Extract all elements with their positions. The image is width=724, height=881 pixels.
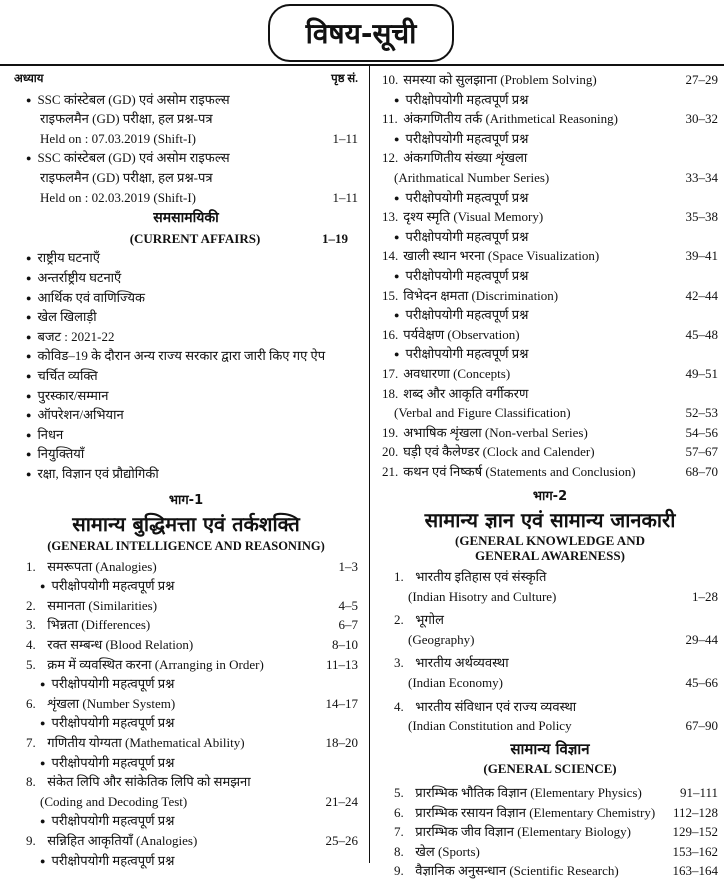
- chapter-page: 112–128: [672, 804, 718, 820]
- chapter-name: रक्त सम्बन्ध (Blood Relation): [47, 637, 194, 653]
- chapter-row: [14, 655, 358, 675]
- current-affairs-item: [14, 366, 358, 386]
- chapter-name: वैज्ञानिक अनुसन्धान (Scientific Research): [415, 863, 619, 879]
- chapter-page: 21–24: [325, 793, 358, 809]
- chapter-row: [382, 423, 718, 443]
- chapter-row: [382, 462, 718, 482]
- chapter-name: पर्यवेक्षण (Observation): [403, 326, 520, 342]
- chapter-page: 14–17: [325, 695, 358, 711]
- chapter-number: 9.: [26, 832, 36, 848]
- left-column: [14, 70, 358, 868]
- chapter-title: [382, 207, 680, 227]
- chapter-name: भूगोल: [415, 612, 444, 628]
- chapter-name: शृंखला (Number System): [47, 695, 176, 711]
- chapter-title: [394, 653, 718, 673]
- part2-label: भाग-2: [532, 489, 568, 505]
- chapter-page: 30–32: [685, 111, 718, 127]
- chapter-row-cont: [382, 587, 718, 607]
- chapter-page: 1–3: [338, 558, 358, 574]
- chapter-row: [14, 733, 358, 753]
- chapter-page: 52–53: [685, 405, 718, 421]
- chapter-title: [26, 557, 333, 577]
- chapter-title: [394, 822, 667, 842]
- chapter-row: [382, 148, 718, 168]
- important-questions-text: ● परीक्षोपयोगी महत्वपूर्ण प्रश्न: [40, 851, 358, 871]
- important-questions-row: [14, 576, 358, 596]
- chapter-title: [26, 635, 326, 655]
- paper-entry: [14, 148, 358, 207]
- chapter-page: 91–111: [679, 785, 718, 800]
- chapter-number: 15.: [382, 287, 399, 303]
- reasoning-chapter-list-continued: [382, 70, 718, 481]
- current-affairs-item: [14, 405, 358, 425]
- paper-line3: Held on : 07.03.2019 (Shift-I): [40, 130, 196, 146]
- science-title-en: (GENERAL SCIENCE): [483, 761, 617, 777]
- chapter-name: अंकगणितीय तर्क (Arithmetical Reasoning): [403, 111, 618, 127]
- chapter-number: 11.: [382, 111, 398, 127]
- chapter-name: संकेत लिपि और सांकेतिक लिपि को समझना: [47, 774, 251, 790]
- chapter-name: प्रारम्भिक रसायन विज्ञान (Elementary Chemistry): [415, 804, 656, 820]
- chapter-row: [382, 697, 718, 717]
- chapter-row: [382, 610, 718, 630]
- chapter-row: [14, 831, 358, 851]
- paper-entry: [14, 90, 358, 149]
- chapter-row: [382, 384, 718, 404]
- current-affairs-item-text: ● नियुक्तियाँ: [26, 444, 358, 464]
- chapter-name: प्रारम्भिक भौतिक विज्ञान (Elementary Physics): [415, 785, 642, 800]
- chapter-row: [382, 70, 718, 90]
- chapter-name: दृश्य स्मृति (Visual Memory): [403, 209, 544, 225]
- chapter-name-en: (Indian Hisotry and Culture): [408, 588, 557, 604]
- part2-title-en2: GENERAL AWARENESS): [475, 548, 625, 564]
- chapter-title: [394, 610, 718, 630]
- chapter-number: 17.: [382, 365, 399, 381]
- science-title-hi: सामान्य विज्ञान: [510, 739, 590, 758]
- chapter-number: 13.: [382, 209, 399, 225]
- chapter-row: [382, 861, 718, 881]
- chapter-title: [382, 384, 718, 404]
- paper-line2: राइफलमैन (GD) परीक्षा, हल प्रश्न-पत्र: [40, 111, 213, 127]
- important-questions-row: [382, 344, 718, 364]
- chapter-title: [26, 615, 333, 635]
- chapter-row: [382, 286, 718, 306]
- chapter-page: 33–34: [685, 169, 718, 185]
- current-affairs-item-text: ● राष्ट्रीय घटनाएँ: [26, 248, 358, 268]
- important-questions-text: ● परीक्षोपयोगी महत्वपूर्ण प्रश्न: [40, 576, 358, 596]
- toc-header: [14, 70, 358, 90]
- chapter-name: अंकगणितीय संख्या शृंखला: [403, 150, 528, 166]
- important-questions-row: [14, 851, 358, 871]
- chapter-header: अध्याय: [14, 73, 44, 85]
- chapter-name: विभेदन क्षमता (Discrimination): [403, 287, 559, 303]
- chapter-name: कथन एवं निष्कर्ष (Statements and Conclusion): [403, 463, 636, 479]
- chapter-number: 9.: [394, 863, 404, 879]
- chapter-title: [382, 70, 680, 90]
- chapter-name: समस्या को सुलझाना (Problem Solving): [403, 72, 597, 87]
- current-affairs-item-text: ● ऑपरेशन/अभियान: [26, 405, 358, 425]
- chapter-page: 49–51: [685, 365, 718, 381]
- chapter-number: 4.: [26, 637, 36, 653]
- chapter-name: घड़ी एवं कैलेण्डर (Clock and Calender): [403, 444, 595, 460]
- current-affairs-item: [14, 346, 358, 366]
- chapter-page: 27–29: [685, 72, 718, 87]
- chapter-title: [382, 109, 680, 129]
- current-affairs-item-text: ● कोविड–19 के दौरान अन्य राज्य सरकार द्वारा जारी किए गए ऐप: [26, 346, 358, 366]
- chapter-title: [382, 246, 680, 266]
- chapter-row: [14, 615, 358, 635]
- science-chapter-list: [382, 783, 718, 881]
- chapter-title: [394, 783, 674, 803]
- chapter-name: खेल (Sports): [415, 843, 480, 859]
- chapter-row: [382, 842, 718, 862]
- chapter-row: [14, 635, 358, 655]
- current-affairs-item-text: ● आर्थिक एवं वाणिज्यिक: [26, 288, 358, 308]
- chapter-name-en: (Coding and Decoding Test): [40, 793, 188, 809]
- chapter-page: 4–5: [338, 597, 358, 613]
- chapter-title: [394, 697, 718, 717]
- chapter-row: [382, 364, 718, 384]
- chapter-name: भिन्नता (Differences): [47, 617, 151, 633]
- chapter-row: [382, 803, 718, 823]
- chapter-row: [382, 325, 718, 345]
- chapter-page: 153–162: [672, 843, 718, 859]
- title-rule: [0, 64, 724, 66]
- current-affairs-item-text: ● बजट : 2021-22: [26, 327, 358, 347]
- chapter-name: समानता (Similarities): [47, 597, 158, 613]
- chapter-title: [382, 286, 680, 306]
- chapter-name: क्रम में व्यवस्थित करना (Arranging in Order): [47, 656, 264, 672]
- paper-line1: ● SSC कांस्टेबल (GD) एवं असोम राइफल्स: [26, 90, 358, 110]
- chapter-page: 8–10: [332, 637, 358, 653]
- chapter-row: [14, 694, 358, 714]
- chapter-number: 19.: [382, 424, 399, 440]
- chapter-number: 6.: [26, 695, 36, 711]
- chapter-title: [26, 655, 320, 675]
- chapter-title: [26, 596, 333, 616]
- chapter-title: [394, 567, 718, 587]
- chapter-name: समरूपता (Analogies): [47, 558, 157, 574]
- chapter-title: [382, 462, 680, 482]
- important-questions-row: [382, 188, 718, 208]
- chapter-row: [382, 567, 718, 587]
- current-affairs-item: [14, 386, 358, 406]
- part1-title-en: (GENERAL INTELLIGENCE AND REASONING): [47, 539, 325, 554]
- chapter-number: 3.: [394, 655, 404, 671]
- chapter-page: 45–66: [685, 675, 718, 691]
- page-title: विषय-सूची: [268, 4, 454, 62]
- chapter-name: सन्निहित आकृतियाँ (Analogies): [47, 832, 198, 848]
- current-affairs-item: [14, 327, 358, 347]
- current-affairs-page: 1–19: [322, 230, 348, 246]
- chapter-row-cont: [382, 403, 718, 423]
- chapter-title: [382, 442, 680, 462]
- chapter-name: प्रारम्भिक जीव विज्ञान (Elementary Biology): [415, 824, 631, 840]
- part1-label: भाग-1: [168, 493, 204, 509]
- chapter-row: [382, 783, 718, 803]
- part2-title-en1: (GENERAL KNOWLEDGE AND: [455, 533, 645, 549]
- part1-chapter-list: [14, 557, 358, 871]
- chapter-number: 12.: [382, 150, 399, 166]
- chapter-name: अभाषिक शृंखला (Non-verbal Series): [403, 424, 588, 440]
- right-column: [382, 70, 718, 879]
- paper-line3: Held on : 02.03.2019 (Shift-I): [40, 189, 196, 205]
- chapter-name: गणितीय योग्यता (Mathematical Ability): [47, 735, 245, 750]
- chapter-title: [382, 148, 718, 168]
- current-affairs-item-text: ● पुरस्कार/सम्मान: [26, 386, 358, 406]
- chapter-number: 6.: [394, 804, 404, 820]
- important-questions-text: ● परीक्षोपयोगी महत्वपूर्ण प्रश्न: [394, 90, 718, 110]
- chapter-number: 5.: [394, 785, 404, 800]
- chapter-name: खाली स्थान भरना (Space Visualization): [403, 248, 600, 264]
- chapter-row: [382, 109, 718, 129]
- chapter-page: 29–44: [685, 631, 718, 647]
- important-questions-text: ● परीक्षोपयोगी महत्वपूर्ण प्रश्न: [40, 811, 358, 831]
- important-questions-row: [14, 674, 358, 694]
- chapter-name: अवधारणा (Concepts): [403, 365, 511, 381]
- current-affairs-item-text: ● अन्तर्राष्ट्रीय घटनाएँ: [26, 268, 358, 288]
- important-questions-row: [382, 227, 718, 247]
- chapter-number: 14.: [382, 248, 399, 264]
- chapter-name-en: (Arithmatical Number Series): [394, 169, 550, 185]
- paper-page: 1–11: [332, 130, 358, 146]
- chapter-row: [382, 207, 718, 227]
- important-questions-text: ● परीक्षोपयोगी महत्वपूर्ण प्रश्न: [40, 674, 358, 694]
- important-questions-text: ● परीक्षोपयोगी महत्वपूर्ण प्रश्न: [394, 188, 718, 208]
- chapter-row-cont: [14, 792, 358, 812]
- chapter-title: [382, 423, 680, 443]
- chapter-title: [382, 325, 680, 345]
- current-affairs-item: [14, 425, 358, 445]
- important-questions-text: ● परीक्षोपयोगी महत्वपूर्ण प्रश्न: [40, 713, 358, 733]
- chapter-name: शब्द और आकृति वर्गीकरण: [403, 385, 529, 401]
- chapter-name-en: (Indian Constitution and Policy: [408, 718, 572, 734]
- chapter-number: 16.: [382, 326, 399, 342]
- chapter-row: [14, 772, 358, 792]
- important-questions-row: [382, 266, 718, 286]
- chapter-page: 163–164: [672, 863, 718, 879]
- chapter-page: 42–44: [685, 287, 718, 303]
- important-questions-text: ● परीक्षोपयोगी महत्वपूर्ण प्रश्न: [394, 266, 718, 286]
- chapter-number: 2.: [394, 612, 404, 628]
- chapter-title: [394, 861, 667, 881]
- chapter-page: 54–56: [685, 424, 718, 440]
- current-affairs-item: [14, 268, 358, 288]
- important-questions-row: [14, 811, 358, 831]
- chapter-name: भारतीय इतिहास एवं संस्कृति: [415, 569, 547, 585]
- important-questions-text: ● परीक्षोपयोगी महत्वपूर्ण प्रश्न: [394, 305, 718, 325]
- chapter-number: 18.: [382, 385, 399, 401]
- paper-line2: राइफलमैन (GD) परीक्षा, हल प्रश्न-पत्र: [40, 169, 213, 185]
- chapter-name-en: (Indian Economy): [408, 675, 503, 691]
- chapter-row-cont: [382, 168, 718, 188]
- chapter-number: 3.: [26, 617, 36, 633]
- current-affairs-item: [14, 444, 358, 464]
- chapter-page: 67–90: [685, 718, 718, 734]
- current-affairs-title-en: (CURRENT AFFAIRS): [129, 230, 261, 246]
- part2-chapter-list: [382, 567, 718, 736]
- chapter-title: [382, 364, 680, 384]
- chapter-row: [382, 246, 718, 266]
- important-questions-row: [382, 305, 718, 325]
- important-questions-row: [14, 753, 358, 773]
- chapter-page: 1–28: [692, 588, 718, 604]
- current-affairs-title-hi: समसामयिकी: [153, 211, 219, 227]
- chapter-number: 1.: [26, 558, 36, 574]
- chapter-name: भारतीय अर्थव्यवस्था: [415, 655, 509, 671]
- chapter-page: 6–7: [338, 617, 358, 633]
- page-header: पृष्ठ सं.: [331, 73, 358, 85]
- paper-page: 1–11: [332, 189, 358, 205]
- chapter-page: 35–38: [685, 209, 718, 225]
- chapter-row: [14, 596, 358, 616]
- important-questions-text: ● परीक्षोपयोगी महत्वपूर्ण प्रश्न: [394, 227, 718, 247]
- important-questions-text: ● परीक्षोपयोगी महत्वपूर्ण प्रश्न: [394, 344, 718, 364]
- current-affairs-item: [14, 288, 358, 308]
- chapter-page: 11–13: [325, 656, 358, 672]
- part2-title-hi: सामान्य ज्ञान एवं सामान्य जानकारी: [424, 508, 676, 533]
- chapter-page: 57–67: [685, 444, 718, 460]
- chapter-title: [394, 842, 667, 862]
- chapter-page: 129–152: [672, 824, 718, 840]
- chapter-number: 1.: [394, 569, 404, 585]
- chapter-title: [26, 733, 320, 753]
- current-affairs-item-text: ● चर्चित व्यक्ति: [26, 366, 358, 386]
- chapter-name: भारतीय संविधान एवं राज्य व्यवस्था: [415, 698, 577, 714]
- important-questions-row: [382, 129, 718, 149]
- chapter-row: [382, 442, 718, 462]
- current-affairs-item: [14, 248, 358, 268]
- chapter-number: 5.: [26, 656, 36, 672]
- chapter-name-en: (Geography): [408, 631, 475, 647]
- chapter-number: 7.: [394, 824, 404, 840]
- chapter-number: 2.: [26, 597, 36, 613]
- chapter-row-cont: [382, 673, 718, 693]
- chapter-row: [382, 653, 718, 673]
- chapter-number: 10.: [382, 72, 399, 87]
- chapter-page: 45–48: [685, 326, 718, 342]
- chapter-title: [26, 831, 320, 851]
- current-affairs-item-text: ● खेल खिलाड़ी: [26, 307, 358, 327]
- chapter-page: 68–70: [685, 463, 718, 479]
- chapter-number: 8.: [26, 774, 36, 790]
- important-questions-text: ● परीक्षोपयोगी महत्वपूर्ण प्रश्न: [40, 753, 358, 773]
- important-questions-row: [14, 713, 358, 733]
- chapter-number: 7.: [26, 735, 36, 750]
- part1-title-hi: सामान्य बुद्धिमत्ता एवं तर्कशक्ति: [72, 512, 300, 537]
- chapter-title: [394, 803, 667, 823]
- important-questions-text: ● परीक्षोपयोगी महत्वपूर्ण प्रश्न: [394, 129, 718, 149]
- current-affairs-list: [14, 248, 358, 483]
- column-divider: [369, 66, 370, 863]
- chapter-title: [26, 694, 320, 714]
- current-affairs-item: [14, 464, 358, 484]
- chapter-row-cont: [382, 630, 718, 650]
- chapter-name-en: (Verbal and Figure Classification): [394, 405, 571, 421]
- paper-line1: ● SSC कांस्टेबल (GD) एवं असोम राइफल्स: [26, 148, 358, 168]
- chapter-number: 21.: [382, 463, 399, 479]
- current-affairs-title-en-row: [14, 229, 358, 249]
- current-affairs-item: [14, 307, 358, 327]
- chapter-page: 18–20: [325, 735, 358, 750]
- important-questions-row: [382, 90, 718, 110]
- chapter-row-cont: [382, 716, 718, 736]
- chapter-number: 8.: [394, 843, 404, 859]
- chapter-number: 4.: [394, 698, 404, 714]
- chapter-number: 20.: [382, 444, 399, 460]
- current-affairs-item-text: ● रक्षा, विज्ञान एवं प्रौद्योगिकी: [26, 464, 358, 484]
- chapter-page: 25–26: [325, 832, 358, 848]
- chapter-row: [14, 557, 358, 577]
- current-affairs-item-text: ● निधन: [26, 425, 358, 445]
- chapter-page: 39–41: [685, 248, 718, 264]
- chapter-row: [382, 822, 718, 842]
- chapter-title: [26, 772, 358, 792]
